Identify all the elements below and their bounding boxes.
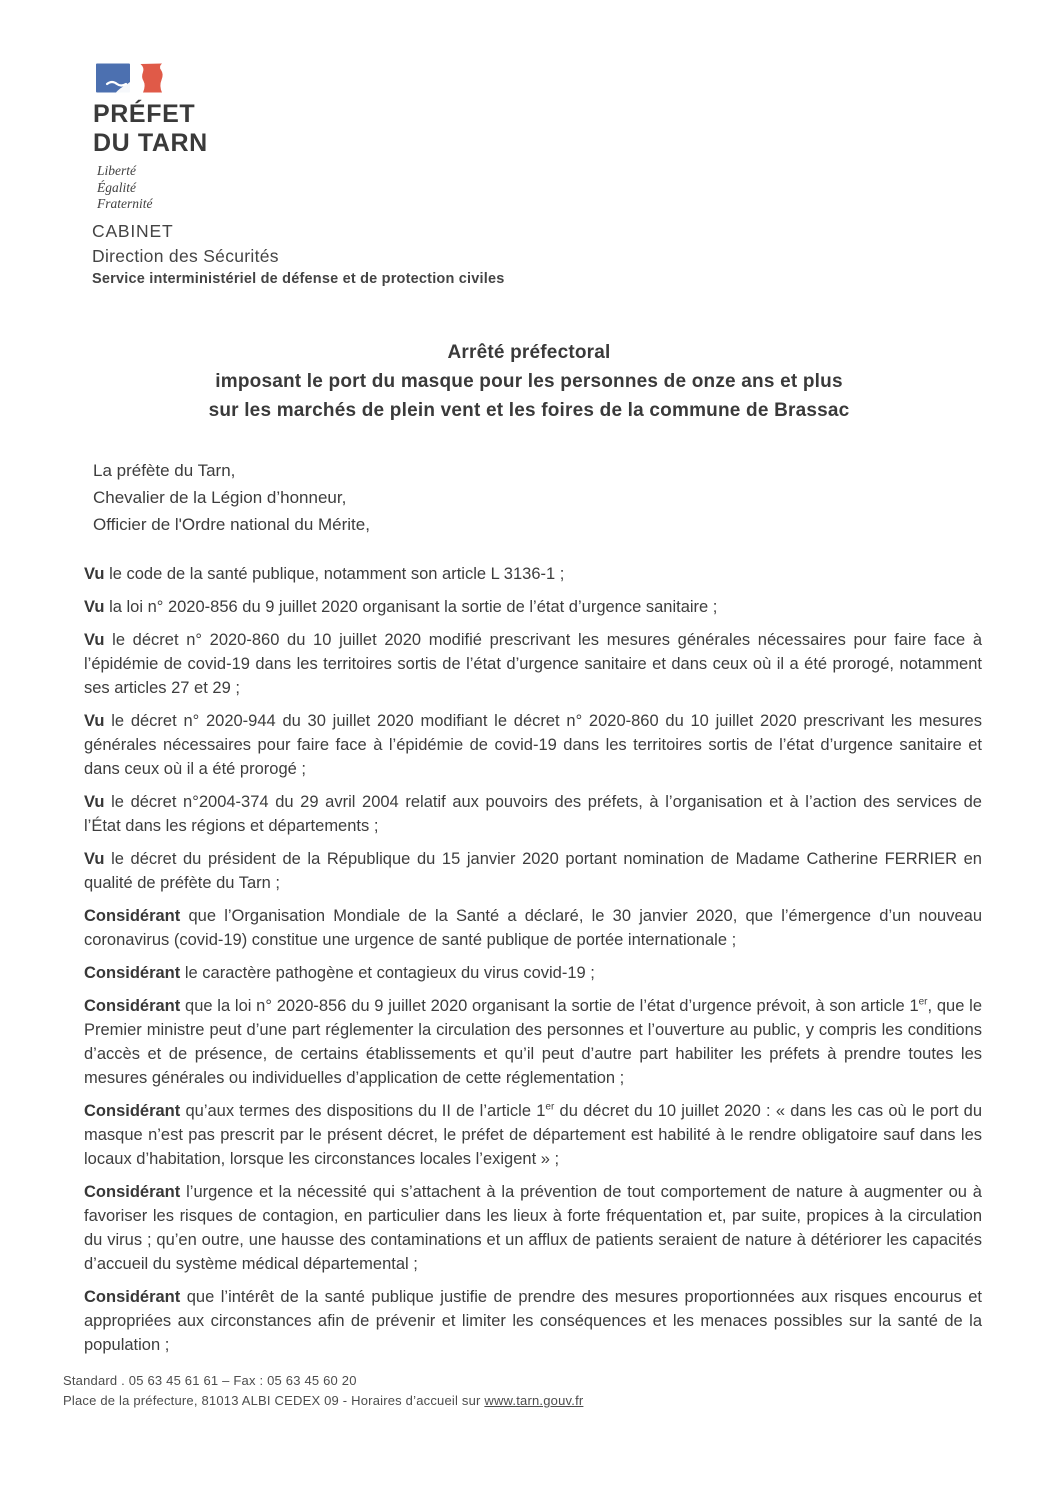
body-paragraph xyxy=(84,961,982,985)
authority-line3: Officier de l'Ordre national du Mérite, xyxy=(93,515,370,534)
institution-name xyxy=(93,100,208,158)
authority-line2: Chevalier de la Légion d’honneur, xyxy=(93,488,347,507)
paragraph-lead-word: Vu xyxy=(84,598,105,616)
paragraph-lead-word: Considérant xyxy=(84,1288,181,1306)
body-paragraph xyxy=(84,1180,982,1276)
footer-phone-line: Standard . 05 63 45 61 61 – Fax : 05 63 45 60 20 xyxy=(63,1373,357,1388)
page-footer xyxy=(63,1371,583,1411)
ordinal-superscript: er xyxy=(918,996,928,1008)
footer-address-text: Place de la préfecture, 81013 ALBI CEDEX 09 - Horaires d’accueil sur xyxy=(63,1393,485,1408)
body-paragraph xyxy=(84,1285,982,1357)
paragraph-text: du décret du 10 juillet 2020 : « dans les cas où le port du masque n’est pas prescrit par le présent décret, le préfet de département est habilité à le rendre obligatoire sauf dans les locaux d’habitation, lorsque les circonstances locales l’exigent » ; xyxy=(84,1102,982,1168)
issuing-office xyxy=(92,219,505,290)
motto-fraternite: Fraternité xyxy=(97,196,153,211)
paragraph-text: le décret n° 2020-860 du 10 juillet 2020 modifié prescrivant les mesures générales nécessaires pour faire face à l’épidémie de covid-19 dans les territoires sortis de l’état d’urgence sanitaire et dans ceux où il a été prorogé, notamment ses articles 27 et 29 ; xyxy=(84,631,982,697)
republic-motto xyxy=(97,163,153,213)
authority-titles xyxy=(93,457,370,538)
body-paragraph xyxy=(84,628,982,700)
motto-liberte: Liberté xyxy=(97,163,136,178)
paragraph-lead-word: Considérant xyxy=(84,1183,181,1201)
document-title xyxy=(0,338,1058,425)
institution-line1: PRÉFET xyxy=(93,100,196,128)
body-paragraph xyxy=(84,1099,982,1171)
body-paragraph xyxy=(84,709,982,781)
paragraph-lead-word: Vu xyxy=(84,565,105,583)
body-paragraph xyxy=(84,562,982,586)
body-paragraph xyxy=(84,595,982,619)
paragraph-text: le décret n°2004-374 du 29 avril 2004 relatif aux pouvoirs des préfets, à l’organisation et à l’action des services de l’État dans les régions et départements ; xyxy=(84,793,982,835)
paragraph-lead-word: Vu xyxy=(84,793,105,811)
paragraph-text: le caractère pathogène et contagieux du virus covid-19 ; xyxy=(180,964,595,982)
institution-line2: DU TARN xyxy=(93,129,208,157)
title-line2: imposant le port du masque pour les personnes de onze ans et plus xyxy=(215,371,843,392)
footer-website-link[interactable]: www.tarn.gouv.fr xyxy=(484,1393,584,1408)
body-paragraph xyxy=(84,994,982,1090)
paragraph-text: le décret du président de la République du 15 janvier 2020 portant nomination de Madame Catherine FERRIER en qualité de préfète du Tarn ; xyxy=(84,850,982,892)
paragraph-lead-word: Vu xyxy=(84,712,105,730)
paragraph-text: que l’intérêt de la santé publique justifie de prendre des mesures proportionnées aux risques encourus et appropriées aux circonstances afin de prévenir et limiter les conséquences et les menaces possibles sur la santé de la population ; xyxy=(84,1288,982,1354)
paragraph-lead-word: Vu xyxy=(84,850,105,868)
marianne-logo-svg xyxy=(95,62,167,95)
office-service: Service interministériel de défense et de protection civiles xyxy=(92,271,505,287)
paragraph-text: que la loi n° 2020-856 du 9 juillet 2020 organisant la sortie de l’état d’urgence prévoit, à son article 1 xyxy=(180,997,919,1015)
body-paragraphs xyxy=(84,562,982,1366)
body-paragraph xyxy=(84,790,982,838)
paragraph-lead-word: Vu xyxy=(84,631,105,649)
footer-address-line xyxy=(63,1391,583,1411)
paragraph-text: le décret n° 2020-944 du 30 juillet 2020 modifiant le décret n° 2020-860 du 10 juillet 2020 prescrivant les mesures générales nécessaires pour faire face à l’épidémie de covid-19 dans les territoires sortis de l’état d’urgence sanitaire et dans ceux où il a été prorogé ; xyxy=(84,712,982,778)
paragraph-lead-word: Considérant xyxy=(84,997,181,1015)
paragraph-text: qu’aux termes des dispositions du II de l’article 1 xyxy=(180,1102,546,1120)
body-paragraph xyxy=(84,847,982,895)
body-paragraph xyxy=(84,904,982,952)
authority-line1: La préfète du Tarn, xyxy=(93,461,236,480)
paragraph-lead-word: Considérant xyxy=(84,907,181,925)
paragraph-lead-word: Considérant xyxy=(84,964,181,982)
paragraph-text: , que le Premier ministre peut d’une part réglementer la circulation des personnes et l’ouverture au public, y compris les conditions d’accès et de présence, de certains établissements et qu’il peut d’autre part habiliter les préfets à prendre toutes les mesures générales ou individuelles d’application de cette réglementation ; xyxy=(84,997,983,1087)
ordinal-superscript: er xyxy=(545,1101,555,1113)
title-line1: Arrêté préfectoral xyxy=(447,342,611,363)
paragraph-lead-word: Considérant xyxy=(84,1102,181,1120)
paragraph-text: que l’Organisation Mondiale de la Santé a déclaré, le 30 janvier 2020, que l’émergence d’un nouveau coronavirus (covid-19) constitue une urgence de santé publique de portée internationale ; xyxy=(84,907,982,949)
marianne-logo xyxy=(95,62,167,100)
paragraph-text: l’urgence et la nécessité qui s’attachent à la prévention de tout comportement de nature à augmenter ou à favoriser les risques de contagion, en particulier dans les lieux à forte fréquentation et, par suite, propices à la circulation du virus ; qu’en outre, une hausse des contaminations et un afflux de patients seraient de nature à détériorer les capacités d’accueil du système médical départemental ; xyxy=(84,1183,982,1273)
title-line3: sur les marchés de plein vent et les foires de la commune de Brassac xyxy=(208,400,850,421)
motto-egalite: Égalité xyxy=(97,179,136,195)
office-direction: Direction des Sécurités xyxy=(92,246,279,266)
paragraph-text: le code de la santé publique, notamment son article L 3136-1 ; xyxy=(104,565,565,583)
paragraph-text: la loi n° 2020-856 du 9 juillet 2020 organisant la sortie de l’état d’urgence sanitaire ; xyxy=(104,598,718,616)
office-cabinet: CABINET xyxy=(92,221,174,241)
